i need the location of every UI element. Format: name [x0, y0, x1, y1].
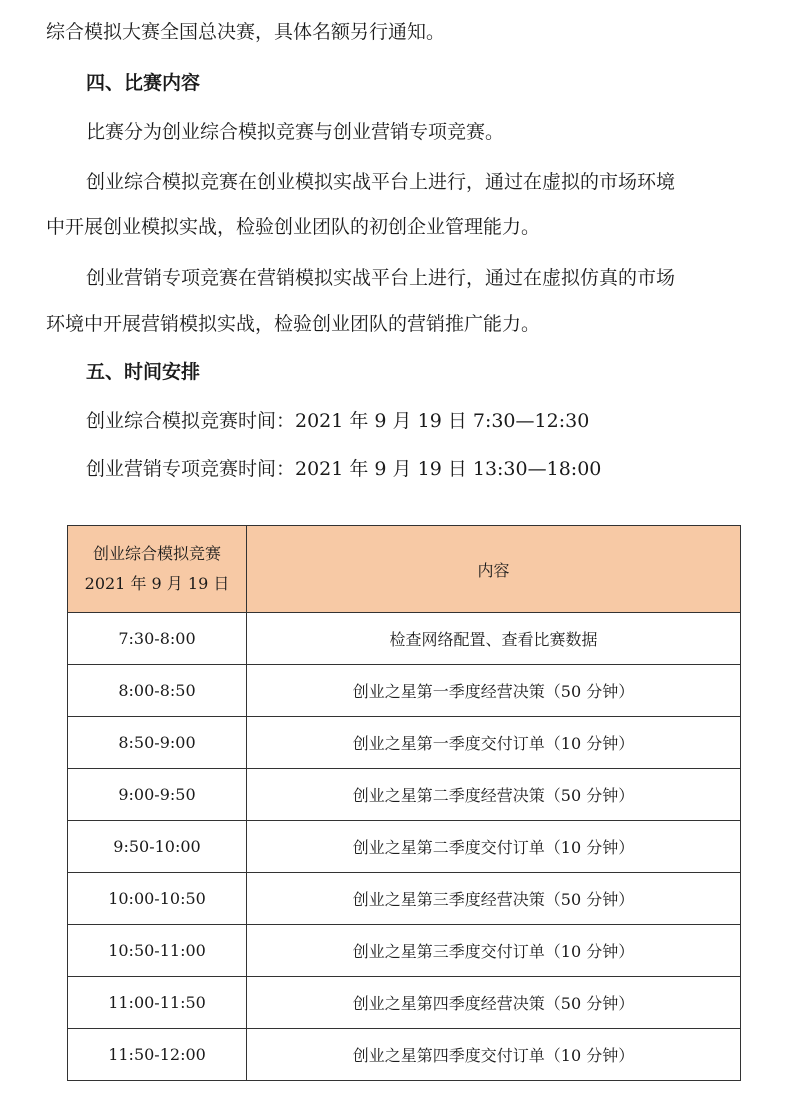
- paragraph-competition-types: 比赛分为创业综合模拟竞赛与创业营销专项竞赛。: [86, 121, 505, 143]
- table-row: [68, 613, 741, 665]
- content-cell: 创业之星第四季度交付订单（10 分钟）: [247, 1029, 741, 1081]
- content-cell: 创业之星第二季度经营决策（50 分钟）: [247, 769, 741, 821]
- paragraph-continuation: 综合模拟大赛全国总决赛，具体名额另行通知。: [46, 21, 446, 43]
- table-row: [68, 977, 741, 1029]
- time-cell: 10:00-10:50: [68, 873, 247, 925]
- section-heading-schedule: 五、时间安排: [86, 361, 201, 383]
- content-cell: 创业之星第三季度交付订单（10 分钟）: [247, 925, 741, 977]
- content-cell: 创业之星第三季度经营决策（50 分钟）: [247, 873, 741, 925]
- paragraph-marketing-line2: 环境中开展营销模拟实战，检验创业团队的营销推广能力。: [46, 313, 541, 335]
- schedule-table: [67, 525, 741, 1081]
- time-cell: 8:50-9:00: [68, 717, 247, 769]
- content-cell: 创业之星第二季度交付订单（10 分钟）: [247, 821, 741, 873]
- table-header-row: [68, 526, 741, 613]
- header-content-cell: 内容: [247, 526, 741, 613]
- schedule-comprehensive-time: 创业综合模拟竞赛时间：2021 年 9 月 19 日 7:30—12:30: [86, 410, 590, 432]
- header-time-cell: [68, 526, 247, 613]
- table-row: [68, 665, 741, 717]
- paragraph-marketing-line1: 创业营销专项竞赛在营销模拟实战平台上进行，通过在虚拟仿真的市场: [86, 267, 676, 289]
- content-cell: 检查网络配置、查看比赛数据: [247, 613, 741, 665]
- time-cell: 11:00-11:50: [68, 977, 247, 1029]
- header-date: 2021 年 9 月 19 日: [84, 574, 230, 593]
- time-cell: 9:00-9:50: [68, 769, 247, 821]
- time-cell: 8:00-8:50: [68, 665, 247, 717]
- time-cell: 11:50-12:00: [68, 1029, 247, 1081]
- table-row: [68, 873, 741, 925]
- table-row: [68, 1029, 741, 1081]
- paragraph-comprehensive-line1: 创业综合模拟竞赛在创业模拟实战平台上进行，通过在虚拟的市场环境: [86, 171, 676, 193]
- table-row: [68, 925, 741, 977]
- table-row: [68, 769, 741, 821]
- schedule-marketing-time: 创业营销专项竞赛时间：2021 年 9 月 19 日 13:30—18:00: [86, 458, 602, 480]
- table-row: [68, 821, 741, 873]
- time-cell: 9:50-10:00: [68, 821, 247, 873]
- content-cell: 创业之星第四季度经营决策（50 分钟）: [247, 977, 741, 1029]
- time-cell: 7:30-8:00: [68, 613, 247, 665]
- content-cell: 创业之星第一季度交付订单（10 分钟）: [247, 717, 741, 769]
- section-heading-content: 四、比赛内容: [86, 72, 201, 94]
- paragraph-comprehensive-line2: 中开展创业模拟实战，检验创业团队的初创企业管理能力。: [46, 216, 541, 238]
- time-cell: 10:50-11:00: [68, 925, 247, 977]
- table-row: [68, 717, 741, 769]
- content-cell: 创业之星第一季度经营决策（50 分钟）: [247, 665, 741, 717]
- header-title: 创业综合模拟竞赛: [92, 544, 221, 563]
